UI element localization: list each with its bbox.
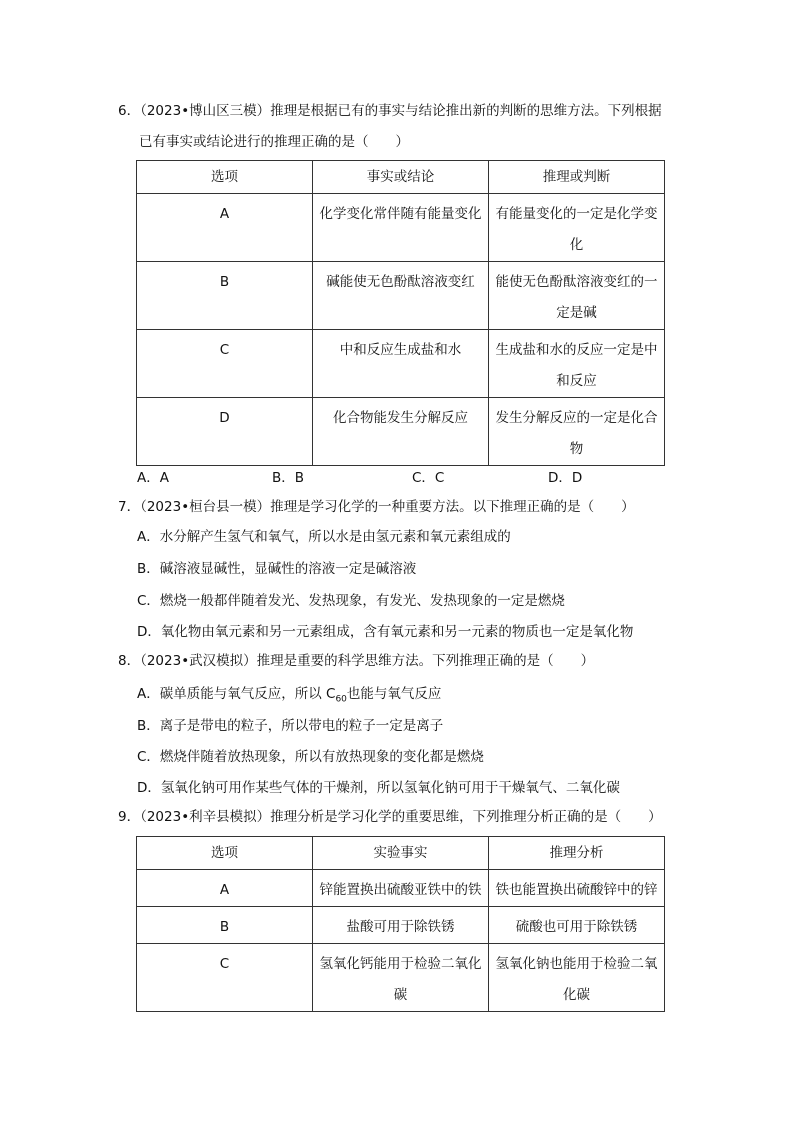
table-cell: 锌能置换出硫酸亚铁中的铁 [313,870,489,907]
question-6-stem-line2: 已有事实或结论进行的推理正确的是（ ） [139,134,409,150]
question-8 [118,646,678,677]
question-7-option-d[interactable]: D．氧化物由氧元素和另一元素组成，含有氧元素和另一元素的物质也一定是氧化物 [137,624,634,640]
table-cell: A [137,194,313,262]
table-header-row [137,161,665,194]
table-header-cell: 选项 [137,837,313,870]
question-7 [118,492,678,523]
table-cell: B [137,907,313,944]
question-8-option-b[interactable]: B．离子是带电的粒子，所以带电的粒子一定是离子 [137,718,444,734]
table-row [137,330,665,398]
table-cell: 碱能使无色酚酞溶液变红 [313,262,489,330]
table-cell: A [137,870,313,907]
table-cell: 氢氧化钠也能用于检验二氧化碳 [489,944,665,1012]
table-cell: 能使无色酚酞溶液变红的一定是碱 [489,262,665,330]
question-8-option-d[interactable]: D．氢氧化钠可用作某些气体的干燥剂，所以氢氧化钠可用于干燥氧气、二氧化碳 [137,780,620,796]
table-cell: C [137,944,313,1012]
table-row [137,398,665,466]
question-6-choices [0,466,794,486]
table-header-cell: 推理分析 [489,837,665,870]
table-row [137,262,665,330]
question-7-option-c[interactable]: C．燃烧一般都伴随着发光、发热现象，有发光、发热现象的一定是燃烧 [137,593,565,609]
table-header-cell: 选项 [137,161,313,194]
table-cell: B [137,262,313,330]
table-header-row [137,837,665,870]
table-cell: 硫酸也可用于除铁锈 [489,907,665,944]
table-cell: 化学变化常伴随有能量变化 [313,194,489,262]
question-6-table [136,160,665,466]
c60-subscript: 60 [335,694,347,705]
table-cell: 化合物能发生分解反应 [313,398,489,466]
question-9-table [136,836,665,1012]
choice-c[interactable]: C．C [412,470,445,486]
option-a-text-post: 也能与氧气反应 [346,686,442,702]
table-cell: 中和反应生成盐和水 [313,330,489,398]
choice-d[interactable]: D．D [548,470,583,486]
table-cell: 铁也能置换出硫酸锌中的锌 [489,870,665,907]
question-8-option-c[interactable]: C．燃烧伴随着放热现象，所以有放热现象的变化都是燃烧 [137,749,484,765]
question-9 [118,802,678,833]
table-header-cell: 实验事实 [313,837,489,870]
table-cell: 生成盐和水的反应一定是中和反应 [489,330,665,398]
table-cell: 有能量变化的一定是化学变化 [489,194,665,262]
option-a-text-pre: A．碳单质能与氧气反应，所以 C [137,686,336,702]
question-7-option-a[interactable]: A．水分解产生氢气和氧气，所以水是由氢元素和氧元素组成的 [137,529,511,545]
table-header-cell: 推理或判断 [489,161,665,194]
table-row [137,194,665,262]
question-7-option-b[interactable]: B．碱溶液显碱性，显碱性的溶液一定是碱溶液 [137,561,417,577]
table-cell: 盐酸可用于除铁锈 [313,907,489,944]
table-row [137,944,665,1012]
question-8-option-a[interactable] [137,684,441,710]
question-6 [118,96,678,158]
choice-a[interactable]: A．A [137,470,169,486]
table-cell: 发生分解反应的一定是化合物 [489,398,665,466]
choice-b[interactable]: B．B [272,470,305,486]
question-9-stem: 9．（2023•利辛县模拟）推理分析是学习化学的重要思维，下列推理分析正确的是（ ） [118,809,662,825]
table-cell: 氢氧化钙能用于检验二氧化碳 [313,944,489,1012]
table-cell: C [137,330,313,398]
question-6-stem-line1: 6．（2023•博山区三模）推理是根据已有的事实与结论推出新的判断的思维方法。下列根据 [118,103,662,119]
table-row [137,907,665,944]
question-8-stem: 8．（2023•武汉模拟）推理是重要的科学思维方法。下列推理正确的是（ ） [118,653,595,669]
table-row [137,870,665,907]
question-7-stem: 7．（2023•桓台县一模）推理是学习化学的一种重要方法。以下推理正确的是（ ） [118,499,635,515]
table-cell: D [137,398,313,466]
table-header-cell: 事实或结论 [313,161,489,194]
